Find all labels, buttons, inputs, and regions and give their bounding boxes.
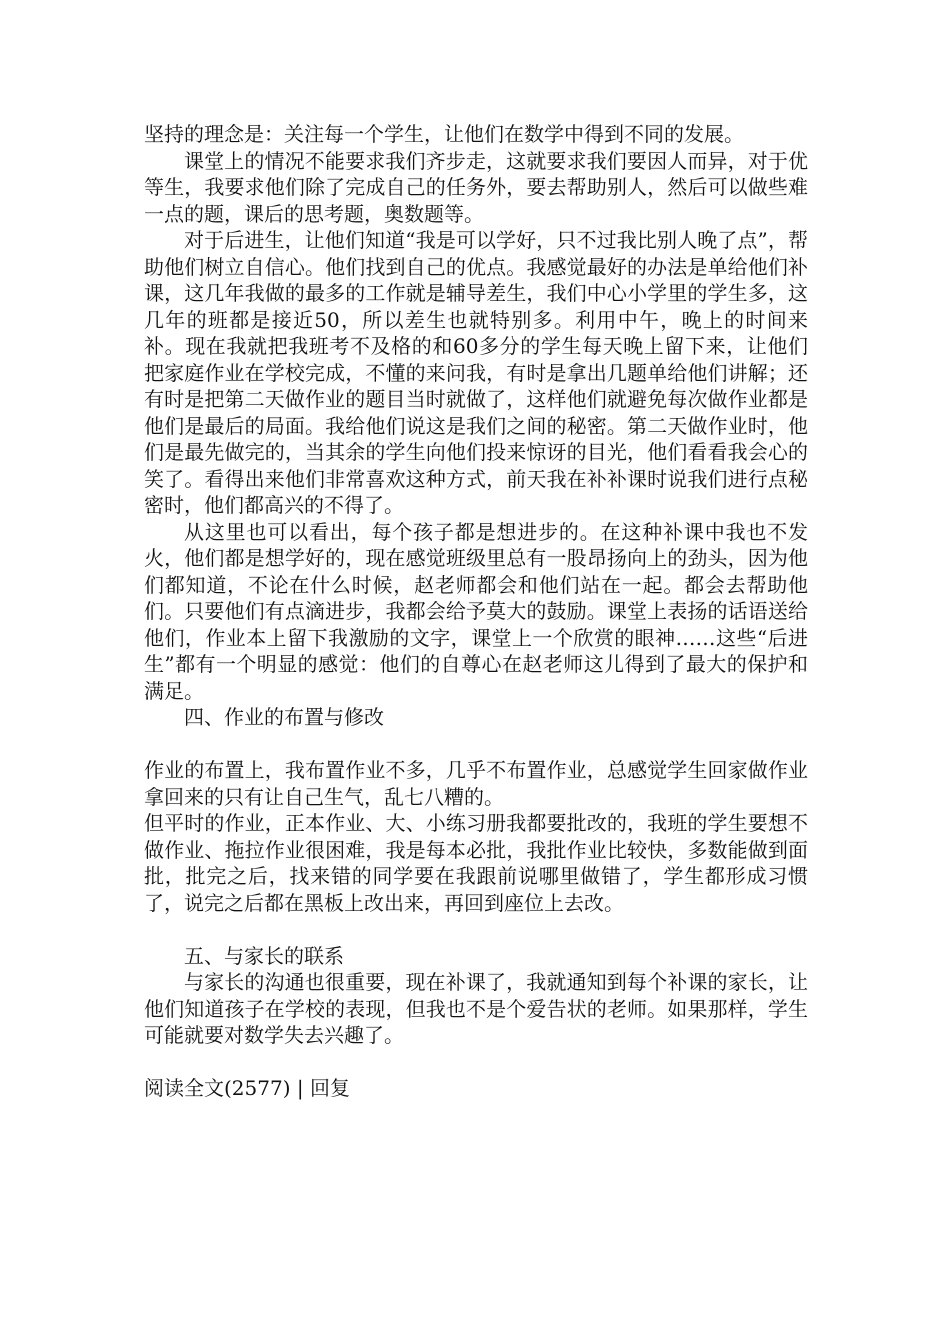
- article-body: [144, 121, 808, 1102]
- paragraph-intro: 坚持的理念是：关注每一个学生，让他们在数学中得到不同的发展。: [144, 122, 744, 146]
- paragraph-top-students: 课堂上的情况不能要求我们齐步走，这就要求我们要因人而异，对于优等生，我要求他们除了完成自己的任务外，要去帮助别人，然后可以做些难一点的题，课后的思考题，奥数题等。: [144, 148, 808, 226]
- reply-link[interactable]: 回复: [309, 1076, 350, 1100]
- article-footer: [144, 1075, 808, 1102]
- section-heading-parents: 五、与家长的联系: [184, 943, 344, 968]
- section-heading-homework: 四、作业的布置与修改: [184, 705, 384, 729]
- paragraph-struggling-students: 对于后进生，让他们知道“我是可以学好，只不过我比别人晚了点”，帮助他们树立自信心。他们找到自己的优点。我感觉最好的办法是单给他们补课，这几年我做的最多的工作就是辅导差生，我们中心小学里的学生多，这几年的班都是接近50，所以差生也就特别多。利用中午，晚上的时间来补。现在我就把我班考不及格的和60多分的学生每天晚上留下来，让他们把家庭作业在学校完成，不懂的来问我，有时是拿出几题单给他们讲解；还有时是把第二天做作业的题目当时就做了，这样他们就避免每次做作业都是他们是最后的局面。我给他们说这是我们之间的秘密。第二天做作业时，他们是最先做完的，当其余的学生向他们投来惊讶的目光，他们看看我会心的笑了。看得出来他们非常喜欢这种方式，前天我在补补课时说我们进行点秘密时，他们都高兴的不得了。: [144, 228, 808, 517]
- paragraph-parents: 与家长的沟通也很重要，现在补课了，我就通知到每个补课的家长，让他们知道孩子在学校的表现，但我也不是个爱告状的老师。如果那样，学生可能就要对数学失去兴趣了。: [144, 970, 808, 1047]
- read-all-link[interactable]: 阅读全文(2577): [144, 1076, 291, 1100]
- footer-separator: |: [290, 1076, 310, 1100]
- paragraph-progress: 从这里也可以看出，每个孩子都是想进步的。在这种补课中我也不发火，他们都是想学好的，现在感觉班级里总有一股昂扬向上的劲头，因为他们都知道，不论在什么时候，赵老师都会和他们站在一起。都会去帮助他们。只要他们有点滴进步，我都会给予莫大的鼓励。课堂上表扬的话语送给他们，作业本上留下我激励的文字，课堂上一个欣赏的眼神……这些“后进生”都有一个明显的感觉：他们的自尊心在赵老师这儿得到了最大的保护和满足。: [144, 519, 808, 703]
- paragraph-homework-assignment: 作业的布置上，我布置作业不多，几乎不布置作业，总感觉学生回家做作业拿回来的只有让自己生气，乱七八糟的。: [144, 758, 808, 809]
- paragraph-homework-grading: 但平时的作业，正本作业、大、小练习册我都要批改的，我班的学生要想不做作业、拖拉作业很困难，我是每本必批，我批作业比较快，多数能做到面批，批完之后，找来错的同学要在我跟前说哪里做错了，学生都形成习惯了，说完之后都在黑板上改出来，再回到座位上去改。: [144, 811, 808, 915]
